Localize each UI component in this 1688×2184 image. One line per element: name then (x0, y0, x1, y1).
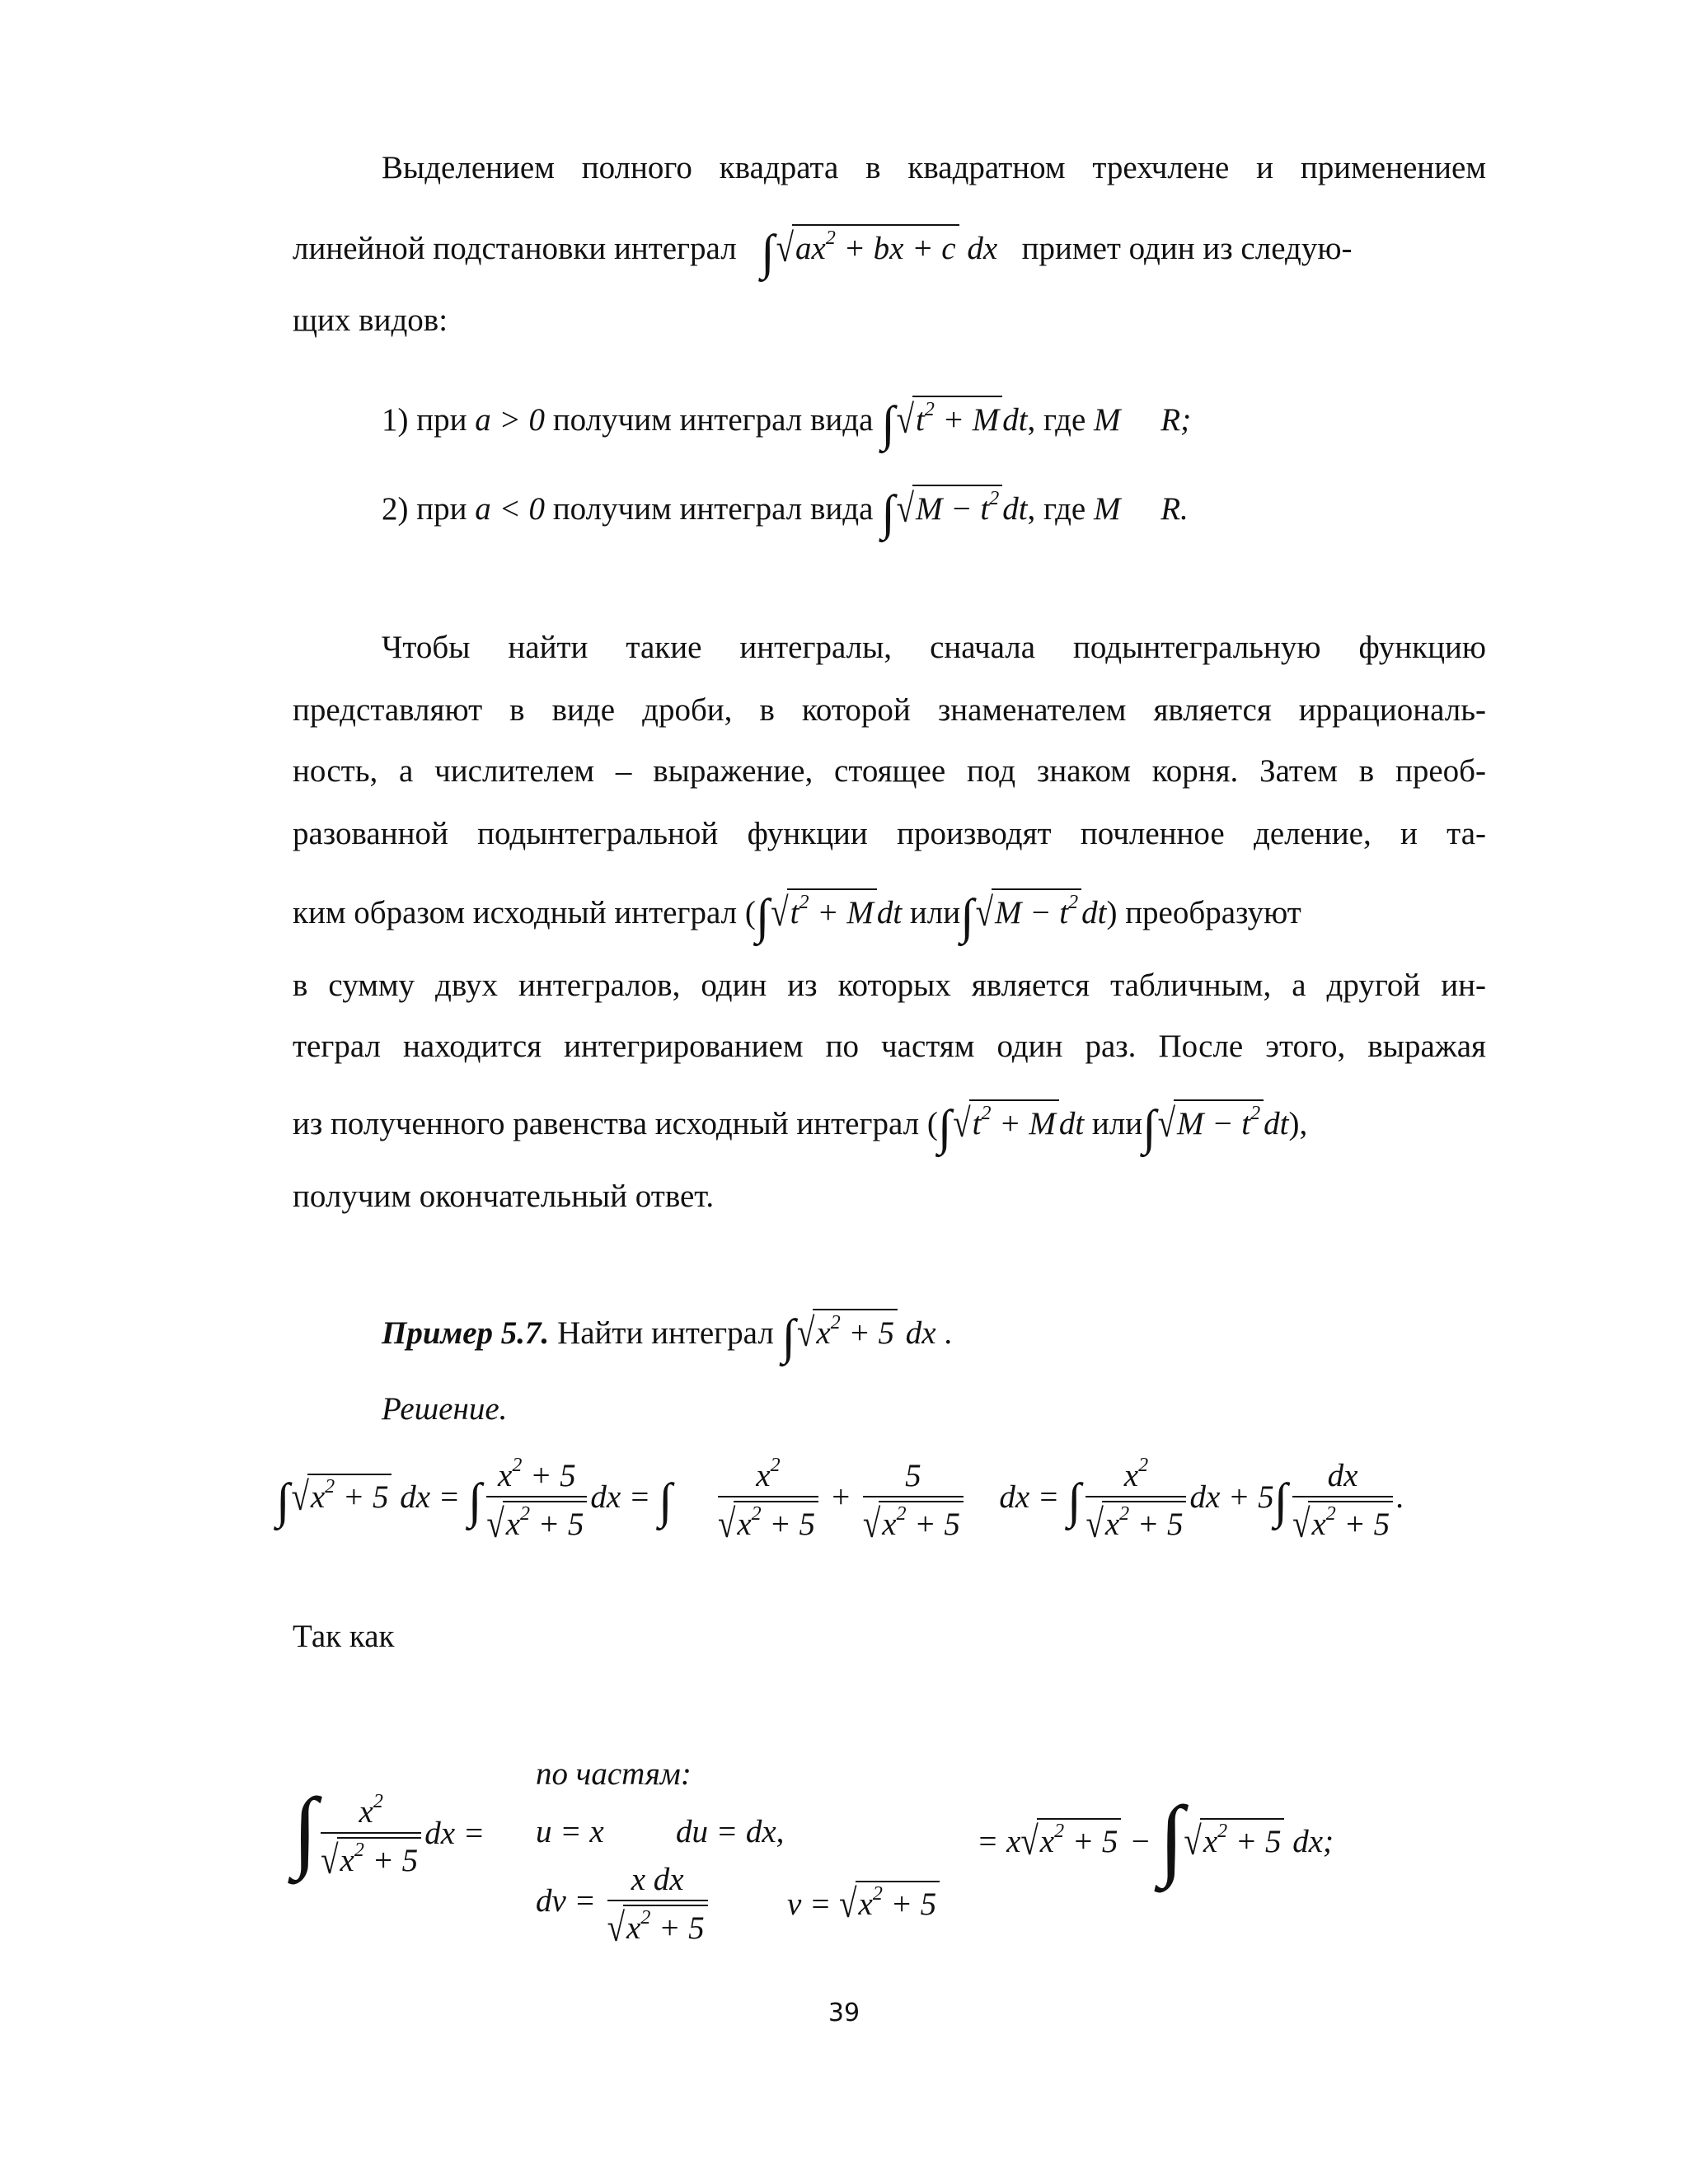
formula-integral-general: $\int√ax^2$ + bx + c dx (761, 225, 1006, 279)
page-number: 39 (828, 1999, 860, 2027)
parts-label: по частям: (536, 1756, 692, 1792)
paragraph-2-line-7: теграл находится интегрированием по частям один раз. После этого, выражая (293, 1029, 1486, 1064)
formula-inline-4: $\int√M - t^2$ dt (1142, 1100, 1289, 1155)
formula-inline-2: $\int√M - t^2$ dt (960, 889, 1107, 944)
parts-u: u = x (536, 1814, 604, 1849)
solution-label: Решение. (382, 1391, 508, 1427)
parts-dv: dv = $\frac{\text{x dx}}{√x^2 + 5}$ (536, 1861, 711, 1947)
paragraph-1-line-2: линейной подстановки интеграл $\int√ax^2$ + bx + c dx примет один из следую- (293, 225, 1353, 279)
case-2: 2) при a < 0 получим интеграл вида $\int√M - t^2$ dt, где M R. (382, 485, 1189, 540)
since-label: Так как (293, 1619, 395, 1654)
parts-v: $v = √x^2 + 5$ (787, 1881, 940, 1923)
paragraph-1-line-3: щих видов: (293, 302, 448, 338)
formula-case-2: $\int√M - t^2$ dt (881, 485, 1028, 540)
paragraph-1-line-1: Выделением полного квадрата в квадратном трехчлене и применением (382, 150, 1486, 185)
paragraph-2-line-5: ким образом исходный интеграл ($\int√t^2 + M$ dt $или\int√M - t^2$ dt) преобразуют (293, 889, 1301, 944)
parts-left: ∫ $\frac{x^2}{√x^2 + 5}$ dx = (293, 1779, 485, 1883)
paragraph-2-line-1: Чтобы найти такие интегралы, сначала подынтегральную функцию (382, 630, 1486, 665)
paragraph-2-line-6: в сумму двух интегралов, один из которых является табличным, а другой ин- (293, 968, 1486, 1003)
example-heading: Пример 5.7. Найти интеграл $\int√x^2 + 5$ dx . (382, 1310, 953, 1364)
formula-inline-1: $\int√t^2 + M$ dt (755, 889, 903, 944)
parts-du: du = dx, (676, 1814, 785, 1849)
formula-example: $\int√x^2 + 5$ dx (781, 1310, 936, 1364)
paragraph-2-line-9: получим окончательный ответ. (293, 1179, 715, 1214)
paragraph-2-line-3: ность, а числителем – выражение, стоящее под знаком корня. Затем в преоб- (293, 753, 1486, 789)
case-1: 1) при a > 0 получим интеграл вида $\int√t^2 + M$ dt, где M R; (382, 396, 1192, 451)
paragraph-2-line-4: разованной подынтегральной функции производят почленное деление, и та- (293, 816, 1486, 851)
paragraph-2-line-2: представляют в виде дроби, в которой знаменателем является иррациональ- (293, 692, 1486, 728)
formula-case-1: $\int√t^2 + M$ dt (881, 396, 1028, 451)
formula-inline-3: $\int√t^2 + M$ dt (937, 1100, 1085, 1155)
parts-result: = $x√x^2 + 5 - \int√x^2 + 5$ dx; (977, 1788, 1334, 1888)
paragraph-2-line-8: из полученного равенства исходный интеграл ($\int√t^2 + M$ dt $или\int√M - t^2$ dt), (293, 1100, 1308, 1155)
equation-main: $\int√x^2 + 5$ dx = ∫ $\frac{x^2 + 5}{√x^2 + 5}$ dx = ∫ $\frac{x^2}{√x^2 + 5}$ + $\frac{5}{√x^2 + 5}$ dx = ∫ $\frac{x^2}{√x^2 + 5}$ dx + 5∫ $\frac{dx}{√x^2 + 5}$ . (276, 1455, 1404, 1547)
